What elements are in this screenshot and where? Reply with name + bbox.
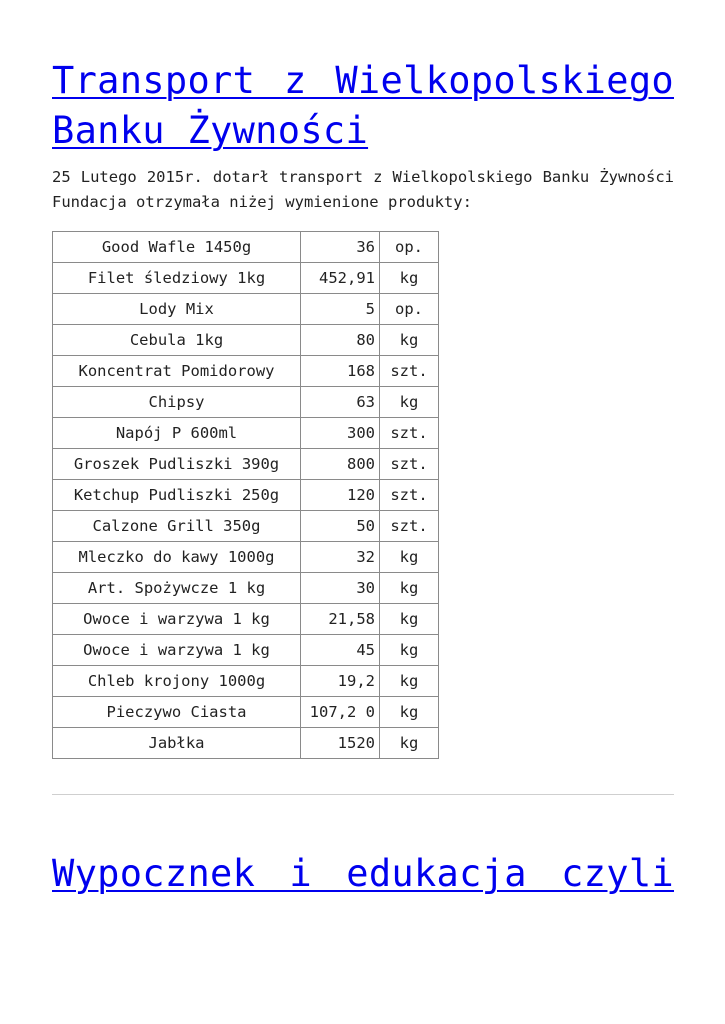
product-unit-cell: kg: [380, 542, 439, 573]
table-row: [53, 635, 439, 666]
next-post-title-link[interactable]: Wypocznek i edukacja czyli: [52, 852, 674, 895]
product-unit-cell: kg: [380, 666, 439, 697]
table-row: [53, 604, 439, 635]
table-row: [53, 356, 439, 387]
post-divider: [52, 794, 674, 795]
product-quantity-cell: 21,58: [301, 604, 380, 635]
product-unit-cell: kg: [380, 728, 439, 759]
product-unit-cell: szt.: [380, 511, 439, 542]
product-quantity-cell: 1520: [301, 728, 380, 759]
product-unit-cell: kg: [380, 387, 439, 418]
product-name-cell: Koncentrat Pomidorowy: [53, 356, 301, 387]
product-name-cell: Owoce i warzywa 1 kg: [53, 635, 301, 666]
post-title-link[interactable]: Transport z Wielkopolskiego Banku Żywności: [52, 59, 674, 152]
table-row: [53, 418, 439, 449]
product-quantity-cell: 19,2: [301, 666, 380, 697]
product-unit-cell: kg: [380, 263, 439, 294]
product-name-cell: Groszek Pudliszki 390g: [53, 449, 301, 480]
table-row: [53, 325, 439, 356]
product-quantity-cell: 63: [301, 387, 380, 418]
table-row: [53, 263, 439, 294]
product-quantity-cell: 30: [301, 573, 380, 604]
product-quantity-cell: 800: [301, 449, 380, 480]
product-quantity-cell: 300: [301, 418, 380, 449]
table-row: [53, 232, 439, 263]
product-name-cell: Ketchup Pudliszki 250g: [53, 480, 301, 511]
table-row: [53, 573, 439, 604]
table-row: [53, 294, 439, 325]
product-name-cell: Filet śledziowy 1kg: [53, 263, 301, 294]
product-name-cell: Lody Mix: [53, 294, 301, 325]
product-quantity-cell: 5: [301, 294, 380, 325]
product-unit-cell: kg: [380, 573, 439, 604]
product-name-cell: Jabłka: [53, 728, 301, 759]
product-quantity-cell: 50: [301, 511, 380, 542]
table-row: [53, 728, 439, 759]
product-quantity-cell: 45: [301, 635, 380, 666]
table-row: [53, 511, 439, 542]
table-row: [53, 697, 439, 728]
product-name-cell: Pieczywo Ciasta: [53, 697, 301, 728]
post-title: [52, 56, 674, 156]
product-quantity-cell: 168: [301, 356, 380, 387]
product-unit-cell: kg: [380, 604, 439, 635]
product-unit-cell: op.: [380, 232, 439, 263]
product-unit-cell: kg: [380, 635, 439, 666]
product-unit-cell: kg: [380, 325, 439, 356]
product-unit-cell: szt.: [380, 480, 439, 511]
product-name-cell: Cebula 1kg: [53, 325, 301, 356]
table-row: [53, 387, 439, 418]
products-table-body: [53, 232, 439, 759]
post-intro: 25 Lutego 2015r. dotarł transport z Wielkopolskiego Banku Żywności Fundacja otrzymała niżej wymienione produkty:: [52, 168, 674, 211]
product-name-cell: Good Wafle 1450g: [53, 232, 301, 263]
table-row: [53, 449, 439, 480]
product-unit-cell: szt.: [380, 418, 439, 449]
products-table: [52, 231, 439, 759]
product-name-cell: Napój P 600ml: [53, 418, 301, 449]
product-name-cell: Calzone Grill 350g: [53, 511, 301, 542]
product-quantity-cell: 107,2 0: [301, 697, 380, 728]
table-row: [53, 542, 439, 573]
product-quantity-cell: 452,91: [301, 263, 380, 294]
product-name-cell: Mleczko do kawy 1000g: [53, 542, 301, 573]
product-unit-cell: kg: [380, 697, 439, 728]
product-unit-cell: op.: [380, 294, 439, 325]
next-post-title: [52, 849, 674, 899]
product-unit-cell: szt.: [380, 449, 439, 480]
product-name-cell: Chipsy: [53, 387, 301, 418]
table-row: [53, 480, 439, 511]
product-name-cell: Art. Spożywcze 1 kg: [53, 573, 301, 604]
product-unit-cell: szt.: [380, 356, 439, 387]
product-quantity-cell: 80: [301, 325, 380, 356]
product-name-cell: Chleb krojony 1000g: [53, 666, 301, 697]
table-row: [53, 666, 439, 697]
product-name-cell: Owoce i warzywa 1 kg: [53, 604, 301, 635]
product-quantity-cell: 32: [301, 542, 380, 573]
product-quantity-cell: 36: [301, 232, 380, 263]
product-quantity-cell: 120: [301, 480, 380, 511]
